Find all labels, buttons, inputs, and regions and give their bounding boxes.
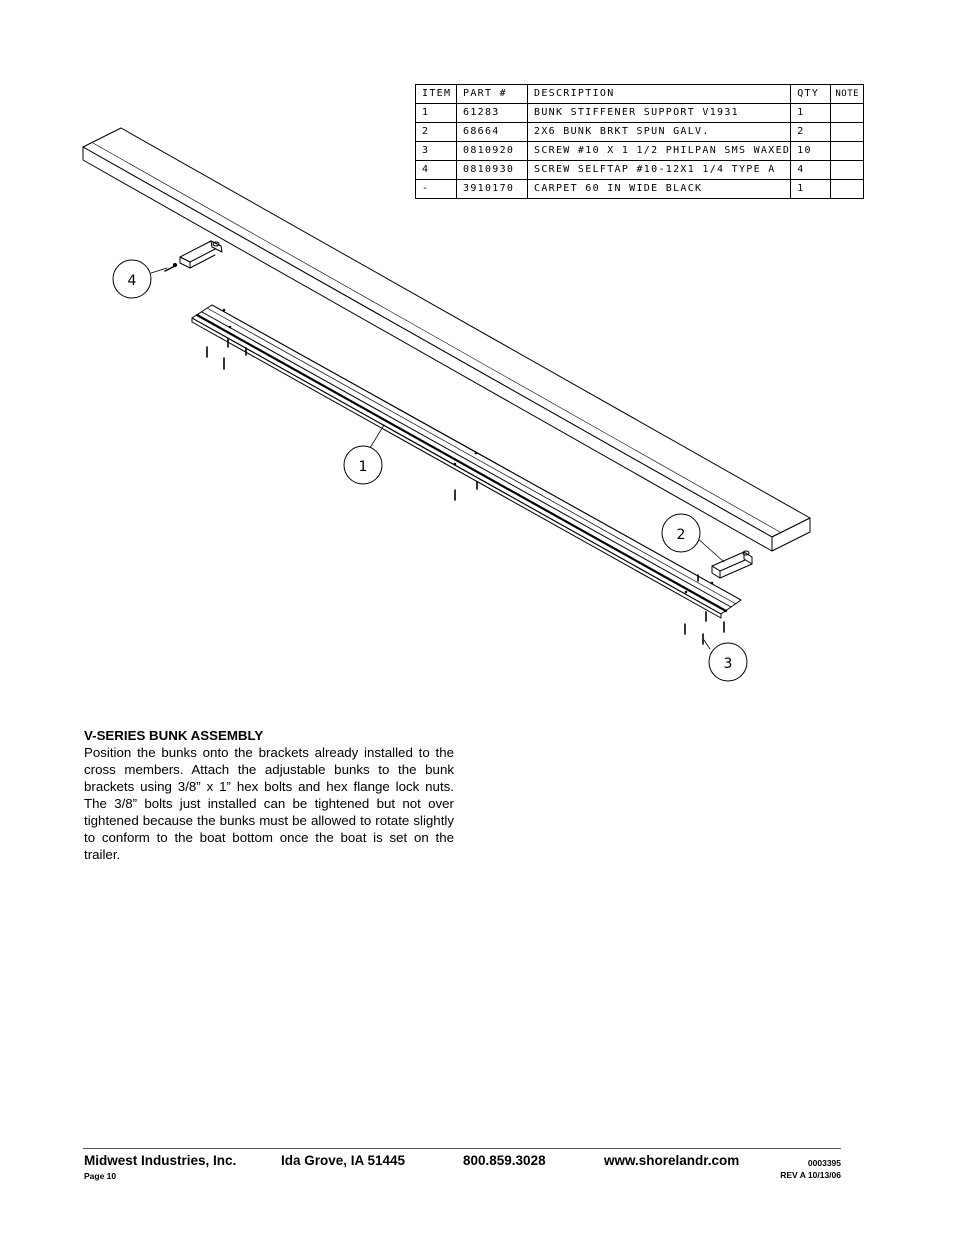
col-note-header: NOTE: [831, 85, 864, 104]
col-qty-header: QTY: [791, 85, 831, 104]
footer-company: Midwest Industries, Inc.: [84, 1153, 237, 1168]
footer-revision: REV A 10/13/06: [780, 1170, 841, 1180]
callout-2: [662, 514, 700, 552]
cell-item: 3: [416, 142, 457, 161]
callout-2-label: 2: [676, 527, 686, 543]
callout-4: [113, 260, 151, 298]
bunk-board: [83, 128, 810, 551]
bunk-bracket-top: [180, 241, 222, 268]
callout-4-label: 4: [127, 273, 137, 289]
cell-qty: 10: [791, 142, 831, 161]
callout-1-label: 1: [358, 459, 368, 475]
footer-doc-number: 0003395: [807, 1158, 841, 1168]
callout-1: [344, 446, 382, 484]
cell-item: -: [416, 180, 457, 199]
assembly-instructions: [84, 727, 454, 863]
cell-part: 3910170: [457, 180, 528, 199]
section-body: Position the bunks onto the brackets already installed to the cross members. Attach the adjustable bunks to the bunk brackets using 3/8” x 1” hex bolts and hex flange lock nuts. The 3/8” bolts just installed can be tightened but not over tightened because the bunks must be allowed to rotate slightly to conform to the boat bottom once the boat is set on the trailer.: [84, 745, 454, 862]
bunk-bracket-bottom: [712, 551, 752, 578]
col-part-header: PART #: [457, 85, 528, 104]
screw-small: [165, 263, 177, 271]
cell-description: SCREW SELFTAP #10-12X1 1/4 TYPE A: [528, 161, 791, 180]
cell-description: 2X6 BUNK BRKT SPUN GALV.: [528, 123, 791, 142]
cell-description: SCREW #10 X 1 1/2 PHILPAN SMS WAXED: [528, 142, 791, 161]
cell-description: BUNK STIFFENER SUPPORT V1931: [528, 104, 791, 123]
footer-divider: [83, 1148, 841, 1149]
cell-qty: 4: [791, 161, 831, 180]
footer-page-number: Page 10: [84, 1171, 117, 1181]
cell-part: 61283: [457, 104, 528, 123]
cell-qty: 1: [791, 180, 831, 199]
col-item-header: ITEM: [416, 85, 457, 104]
screws: [207, 339, 724, 644]
callout-3: [709, 643, 747, 681]
cell-item: 4: [416, 161, 457, 180]
section-heading: V-SERIES BUNK ASSEMBLY: [84, 728, 264, 743]
cell-item: 1: [416, 104, 457, 123]
footer-location: Ida Grove, IA 51445: [281, 1153, 406, 1168]
cell-description: CARPET 60 IN WIDE BLACK: [528, 180, 791, 199]
cell-part: 0810920: [457, 142, 528, 161]
footer-phone: 800.859.3028: [463, 1153, 546, 1168]
cell-part: 68664: [457, 123, 528, 142]
col-description-header: DESCRIPTION: [528, 85, 791, 104]
cell-qty: 1: [791, 104, 831, 123]
cell-part: 0810930: [457, 161, 528, 180]
cell-item: 2: [416, 123, 457, 142]
footer-website: www.shorelandr.com: [604, 1153, 740, 1168]
cell-qty: 2: [791, 123, 831, 142]
callout-3-label: 3: [723, 656, 733, 672]
